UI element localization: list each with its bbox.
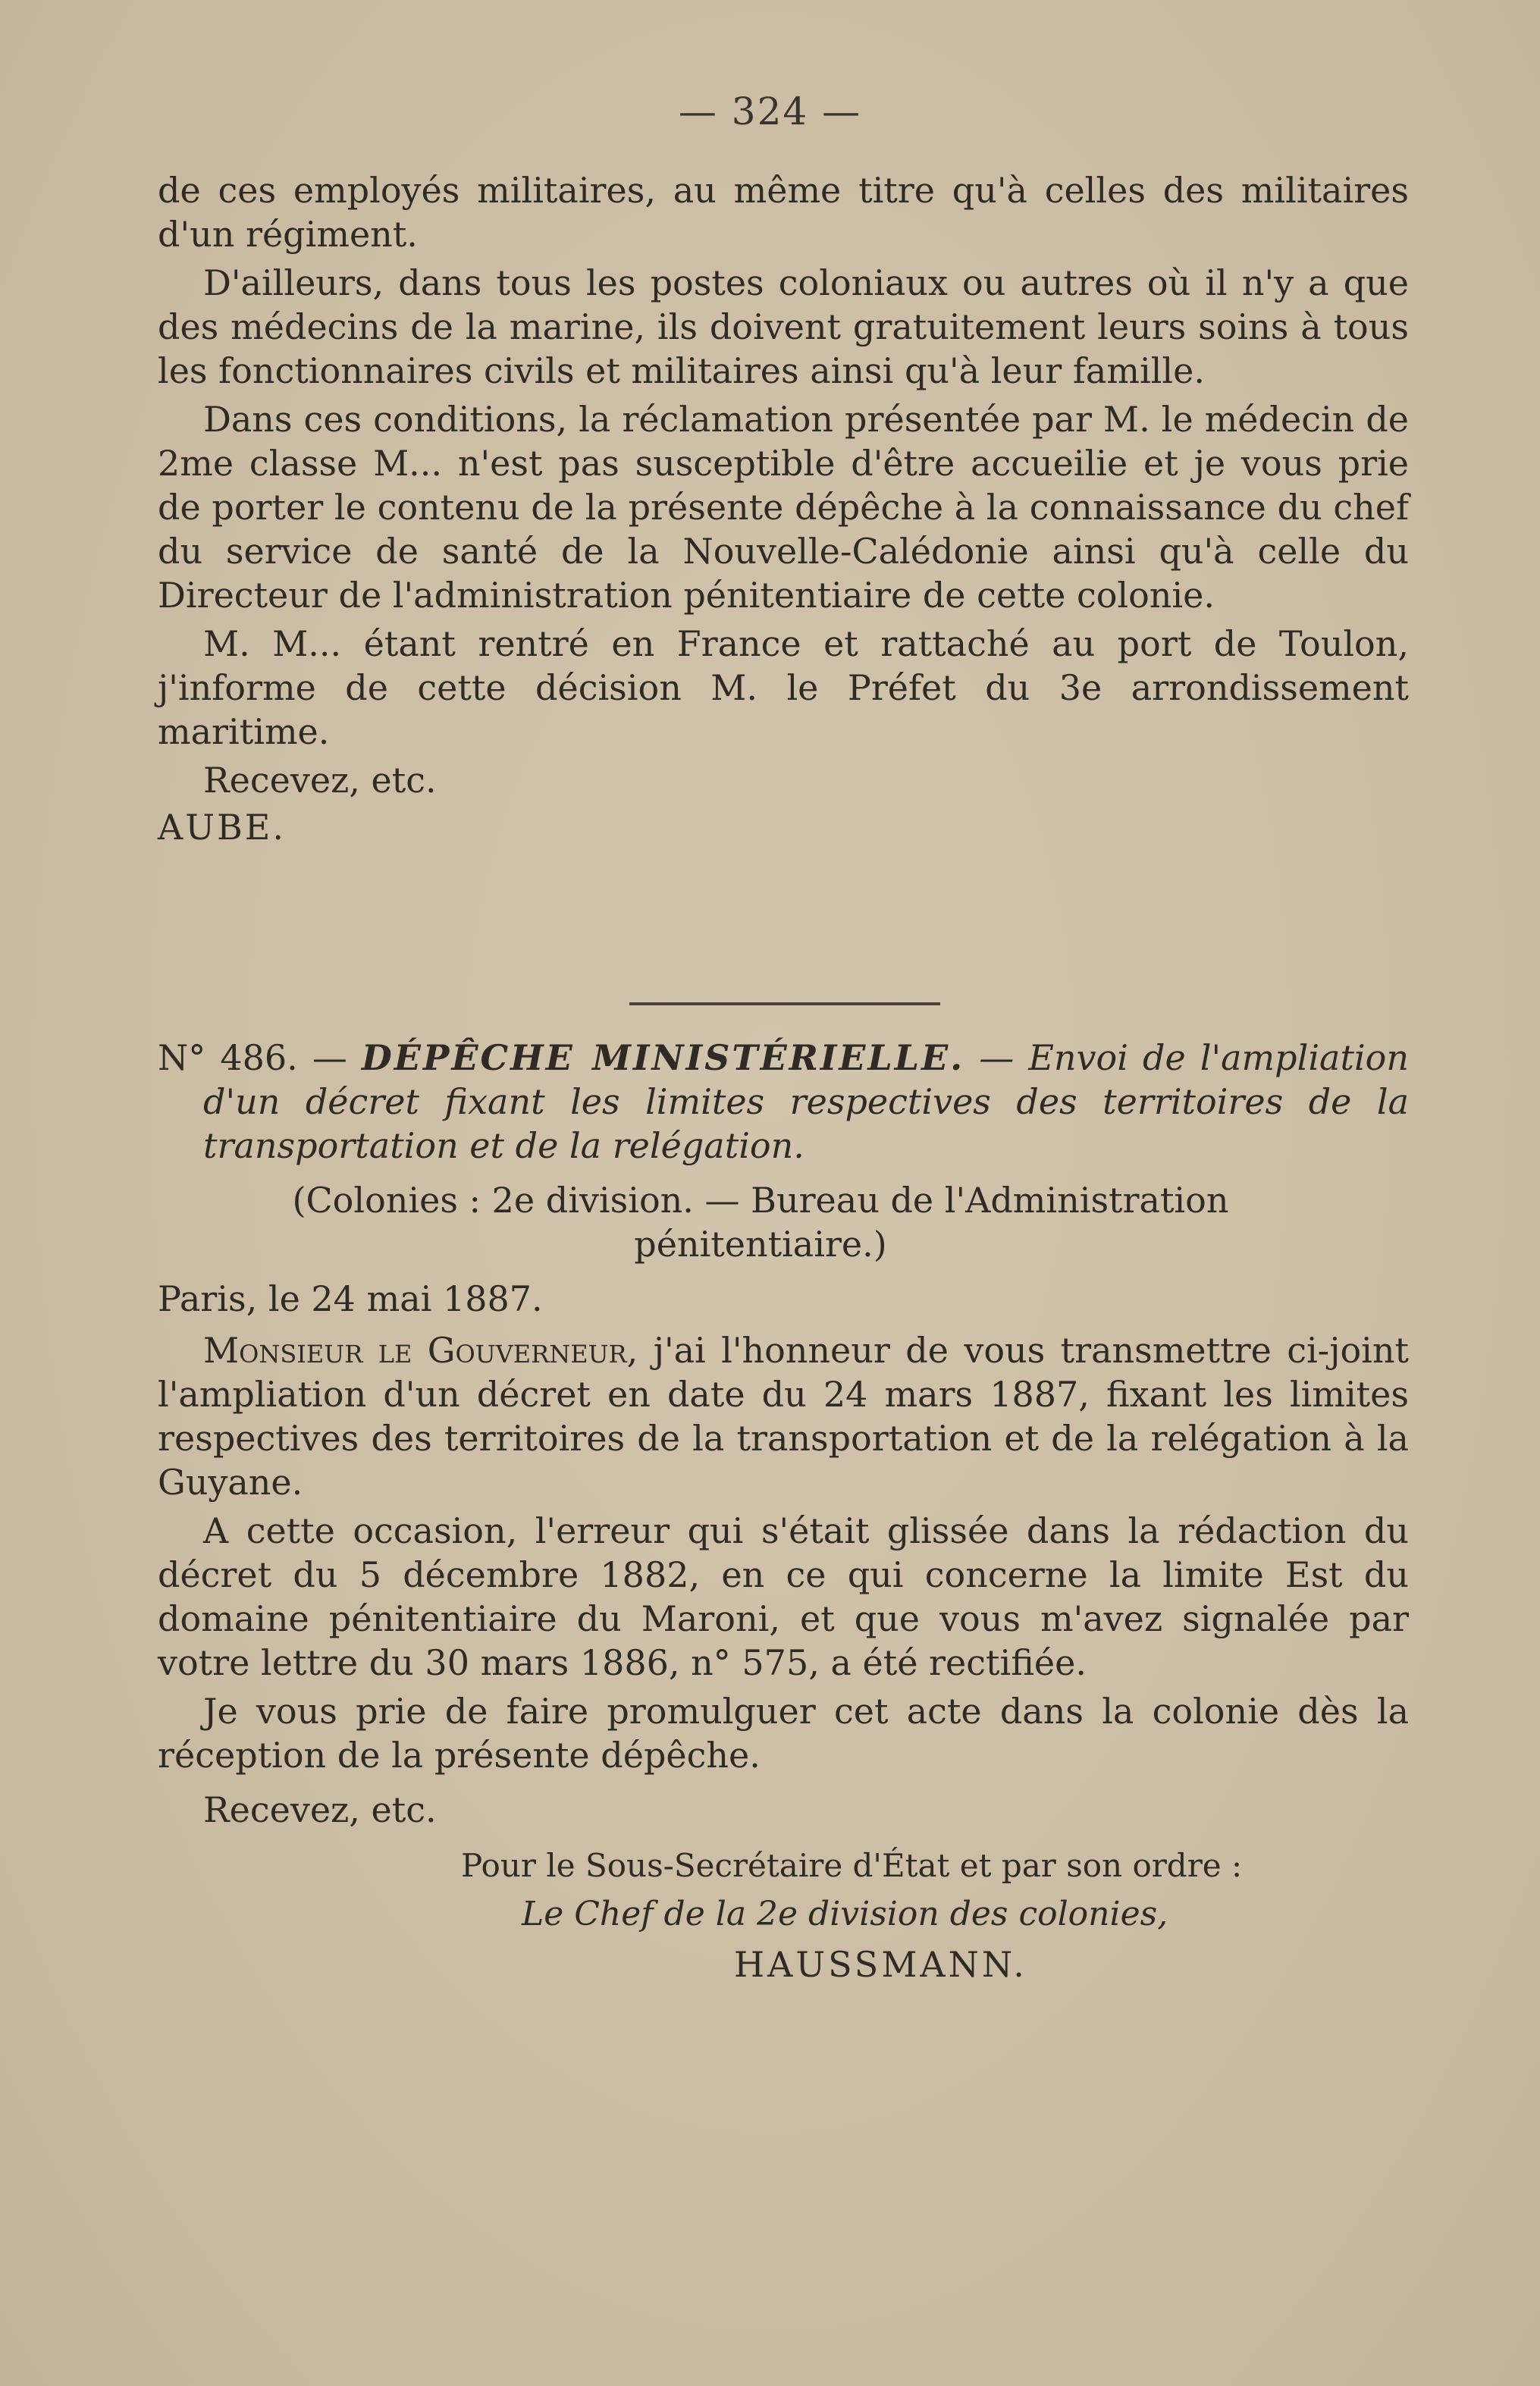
section-continuation [158, 168, 1409, 849]
dispatch-subject: — Envoi de l'ampliation d'un décret fixant les limites respectives des territoires de la transportation et de la relégation. [203, 1037, 1409, 1166]
dispatch-date: Paris, le 24 mai 1887. [158, 1278, 543, 1319]
dispatch-title: DÉPÊCHE MINISTÉRIELLE. [361, 1037, 965, 1078]
dispatch-number: N° 486. — [158, 1037, 347, 1078]
paragraph-transmission [158, 1328, 1409, 1504]
paragraph-continuation: de ces employés militaires, au même titre qu'à celles des militaires d'un régiment. [158, 170, 1409, 255]
paragraph-promulgation: Je vous prie de faire promulguer cet acte dans la colonie dès la réception de la présente dépêche. [158, 1691, 1409, 1776]
transmission-text: j'ai l'honneur de vous transmettre ci-joint l'ampliation d'un décret en date du 24 mars 1887, fixant les limites respectives des territoires de la transportation et de la relégation à la Guyane. [158, 1330, 1410, 1503]
signature-line-1: Pour le Sous-Secrétaire d'État et par son ordre : [461, 1847, 1243, 1884]
section-depeche-486 [158, 1036, 1409, 1986]
signature-line-2: Le Chef de la 2e division des colonies, [522, 1895, 1168, 1933]
paragraph-medecins: D'ailleurs, dans tous les postes coloniaux ou autres où il n'y a que des médecins de la marine, ils doivent gratuitement leurs soins à tous les fonctionnaires civils et militaires ainsi qu'à leur famille. [158, 262, 1409, 391]
signature-aube: AUBE. [158, 807, 286, 848]
page-number: — 324 — [678, 89, 862, 133]
paragraph-toulon: M. M... étant rentré en France et rattaché au port de Toulon, j'informe de cette décision M. le Préfet du 3e arrondissement maritime. [158, 623, 1409, 752]
closing-formula-2: Recevez, etc. [203, 1789, 437, 1830]
paragraph-reclamation: Dans ces conditions, la réclamation présentée par M. le médecin de 2me classe M... n'est pas susceptible d'être accueilie et je vous prie de porter le contenu de la présente dépêche à la connaissance du chef du service de santé de la Nouvelle-Calédonie ainsi qu'à celle du Directeur de l'administration pénitentiaire de cette colonie. [158, 399, 1409, 616]
section-divider [629, 1002, 940, 1005]
paragraph-erreur: A cette occasion, l'erreur qui s'était glissée dans la rédaction du décret du 5 décembre 1882, en ce qui concerne la limite Est du domaine pénitentiaire du Maroni, et que vous m'avez signalée par votre lettre du 30 mars 1886, n° 575, a été rectifiée. [158, 1510, 1409, 1683]
closing-formula: Recevez, etc. [203, 760, 437, 801]
signature-name: HAUSSMANN. [734, 1944, 1027, 1985]
dispatch-office: (Colonies : 2e division. — Bureau de l'Administration pénitentiaire.) [292, 1180, 1229, 1265]
dispatch-heading [158, 1036, 1409, 1168]
salutation: Monsieur le Gouverneur, [203, 1330, 638, 1371]
